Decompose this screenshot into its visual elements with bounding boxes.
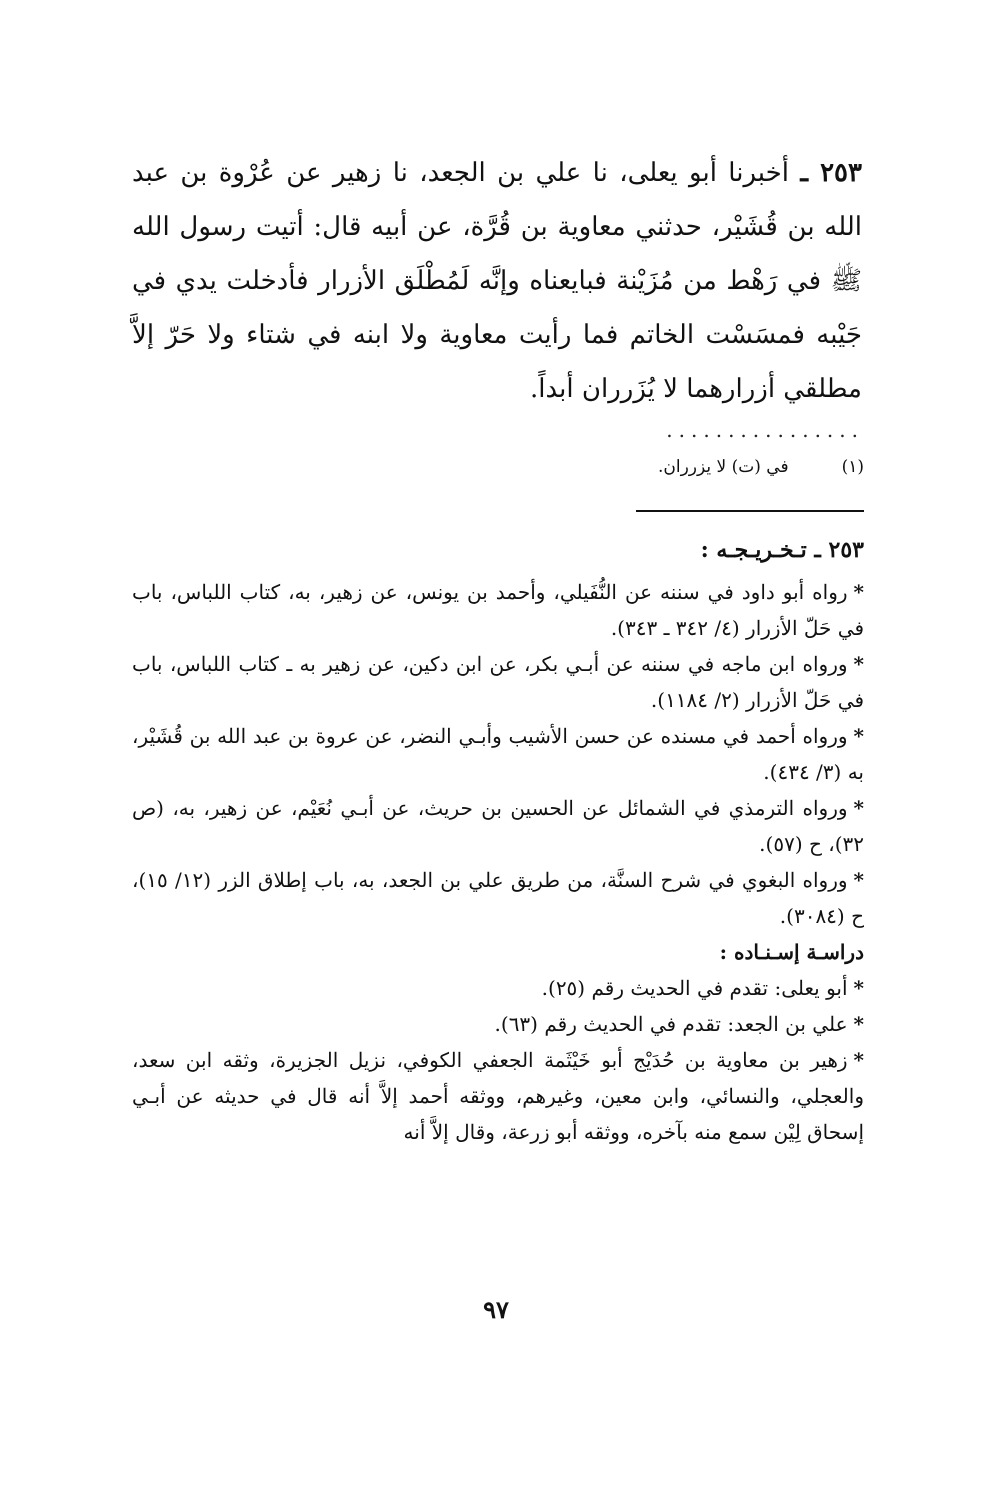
takhrij-item-text: ورواه البغوي في شرح السنَّة، من طريق علي بن الجعد، به، باب إطلاق الزر (١٢/ ١٥)، ح (٣٠٨٤). <box>132 868 864 928</box>
takhrij-item <box>132 574 864 646</box>
bullet-star: * <box>853 1012 864 1036</box>
bullet-star: * <box>853 976 864 1000</box>
takhrij-heading: ٢٥٣ ـ تـخـريـجـه : <box>700 537 864 563</box>
dirasa-item <box>132 1042 864 1150</box>
takhrij-item <box>132 718 864 790</box>
takhrij-item <box>132 790 864 862</box>
dirasa-item-text: أبو يعلى: تقدم في الحديث رقم (٢٥). <box>541 976 848 1000</box>
hadith-text: أخبرنا أبو يعلى، نا علي بن الجعد، نا زهير عن عُرْوة بن عبد الله بن قُشَيْر، حدثني معاوية بن قُرَّة، عن أبيه قال: أتيت رسول الله ﷺ في رَهْط من مُزَيْنة فبايعناه وإنَّه لَمُطْلَق الأزرار فأدخلت يدي في جَيْبه فمسَسْت الخاتم فما رأيت معاوية ولا ابنه في شتاء ولا حَرّ إلاَّ مطلقي أزرارهما لا يُزَرران أبداً. <box>132 158 862 404</box>
bullet-star: * <box>853 580 864 604</box>
bullet-star: * <box>853 652 864 676</box>
dirasa-item <box>132 970 864 1006</box>
bullet-star: * <box>853 1048 864 1072</box>
bullet-star: * <box>853 868 864 892</box>
footnote-separator-dots: ................ <box>666 418 864 442</box>
takhrij-item-text: رواه أبو داود في سننه عن النُّفَيلي، وأحمد بن يونس، عن زهير، به، كتاب اللباس، باب في حَلّ الأزرار (٤/ ٣٤٢ ـ ٣٤٣). <box>132 580 864 640</box>
dirasa-heading: دراسـة إسـنـاده : <box>719 940 864 964</box>
hadith-number: ٢٥٣ ـ <box>800 158 862 188</box>
section-divider <box>636 510 864 512</box>
footnote-number: (١) <box>841 457 864 477</box>
dirasa-item-text: زهير بن معاوية بن حُدَيْج أبو خَيْثَمة الجعفي الكوفي، نزيل الجزيرة، وثقه ابن سعد، والعجلي، والنسائي، وابن معين، وغيرهم، ووثقه أحمد إلاَّ أنه قال في حديثه عن أبـي إسحاق لِيْن سمع منه بآخره، ووثقه أبو زرعة، وقال إلاَّ أنه <box>132 1048 864 1144</box>
bullet-star: * <box>853 724 864 748</box>
footnote-text: في (ت) لا يزرران. <box>657 457 789 477</box>
page-number: ٩٧ <box>483 1295 509 1324</box>
takhrij-item-text: ورواه ابن ماجه في سننه عن أبـي بكر، عن ابن دكين، عن زهير به ـ كتاب اللباس، باب في حَلّ الأزرار (٢/ ١١٨٤). <box>132 652 864 712</box>
takhrij-item <box>132 646 864 718</box>
footnote <box>132 452 864 482</box>
commentary-body <box>132 574 864 1150</box>
dirasa-item-text: علي بن الجعد: تقدم في الحديث رقم (٦٣). <box>494 1012 848 1036</box>
takhrij-item-text: ورواه أحمد في مسنده عن حسن الأشيب وأبـي النضر، عن عروة بن عبد الله بن قُشَيْر، به (٣/ ٤٣٤). <box>132 724 864 784</box>
dirasa-item <box>132 1006 864 1042</box>
hadith-paragraph <box>132 146 862 416</box>
takhrij-item <box>132 862 864 934</box>
takhrij-item-text: ورواه الترمذي في الشمائل عن الحسين بن حريث، عن أبـي نُعَيْم، عن زهير، به، (ص ٣٢)، ح (٥٧). <box>132 796 864 856</box>
bullet-star: * <box>853 796 864 820</box>
